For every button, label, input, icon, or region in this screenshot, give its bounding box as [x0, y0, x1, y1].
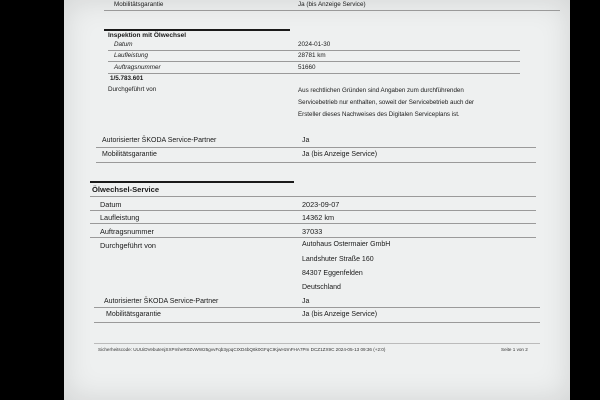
- oil-mobility-value: Ja (bis Anzeige Service): [302, 311, 378, 318]
- divider: [108, 50, 520, 51]
- oil-address-line-3: 84307 Eggenfelden: [302, 270, 363, 277]
- inspection-partner-label: Autorisierter ŠKODA Service-Partner: [102, 137, 217, 144]
- divider: [104, 10, 560, 11]
- inspection-order-value: 51660: [298, 64, 316, 71]
- oil-mileage-label: Laufleistung: [100, 213, 140, 222]
- oil-mobility-label: Mobilitätsgarantie: [106, 311, 161, 318]
- oil-date-value: 2023-09-07: [302, 200, 340, 209]
- footer-divider: [94, 343, 540, 344]
- inspection-date-label: Datum: [114, 41, 133, 48]
- inspection-legal-line-3: Ersteller dieses Nachweises des Digitalen Serviceplans ist.: [298, 111, 460, 118]
- oil-performed-label: Durchgeführt von: [100, 241, 156, 250]
- divider: [90, 210, 536, 211]
- divider: [90, 223, 536, 224]
- divider: [96, 147, 536, 148]
- oil-address-line-1: Autohaus Ostermaier GmbH: [302, 241, 391, 248]
- oil-address-line-2: Landshuter Straße 160: [302, 256, 374, 263]
- inspection-partner-value: Ja: [302, 137, 310, 144]
- inspection-title: Inspektion mit Ölwechsel: [108, 32, 187, 39]
- divider: [108, 61, 520, 62]
- footer-security-code: Sicherheitscode: UUUiDVebutenjSXPmheR0ZvWW25gvvFqb3ypqCIXD4bQ6k0GFqCIKjwHzmFHA7Pm DCZ1ZX9C 2024-05-13 09:36 (+2:0): [98, 347, 386, 352]
- divider: [90, 237, 536, 238]
- oil-order-label: Auftragsnummer: [100, 227, 154, 236]
- inspection-reference: 1/5.783.601: [110, 75, 144, 82]
- oil-order-value: 37033: [302, 227, 323, 236]
- divider: [94, 322, 540, 323]
- divider: [96, 162, 536, 163]
- oil-date-label: Datum: [100, 200, 122, 209]
- divider: [94, 307, 540, 308]
- inspection-mobility-label: Mobilitätsgarantie: [102, 151, 157, 158]
- service-document-page: [64, 0, 570, 400]
- oil-partner-value: Ja: [302, 298, 310, 305]
- inspection-mileage-label: Laufleistung: [114, 52, 148, 59]
- oil-mileage-value: 14362 km: [302, 213, 335, 222]
- oil-partner-label: Autorisierter ŠKODA Service-Partner: [104, 298, 219, 305]
- inspection-legal-line-2: Servicebetrieb nur enthalten, soweit der Servicebetrieb auch der: [298, 99, 475, 106]
- top-mobility-value: Ja (bis Anzeige Service): [298, 1, 366, 8]
- inspection-mobility-value: Ja (bis Anzeige Service): [302, 151, 378, 158]
- inspection-mileage-value: 28781 km: [298, 52, 326, 59]
- inspection-legal-line-1: Aus rechtlichen Gründen sind Angaben zum durchführenden: [298, 87, 464, 94]
- inspection-performed-label: Durchgeführt von: [108, 86, 157, 93]
- inspection-date-value: 2024-01-30: [298, 41, 331, 48]
- divider: [108, 73, 520, 74]
- footer-page-number: Seite 1 von 2: [501, 347, 528, 352]
- top-mobility-label: Mobilitätsgarantie: [114, 1, 164, 8]
- divider: [90, 196, 536, 197]
- section-divider: [104, 29, 290, 31]
- section-divider: [90, 181, 294, 183]
- inspection-order-label: Auftragsnummer: [114, 64, 161, 71]
- oil-service-title: Ölwechsel-Service: [92, 185, 160, 194]
- oil-address-line-4: Deutschland: [302, 284, 341, 291]
